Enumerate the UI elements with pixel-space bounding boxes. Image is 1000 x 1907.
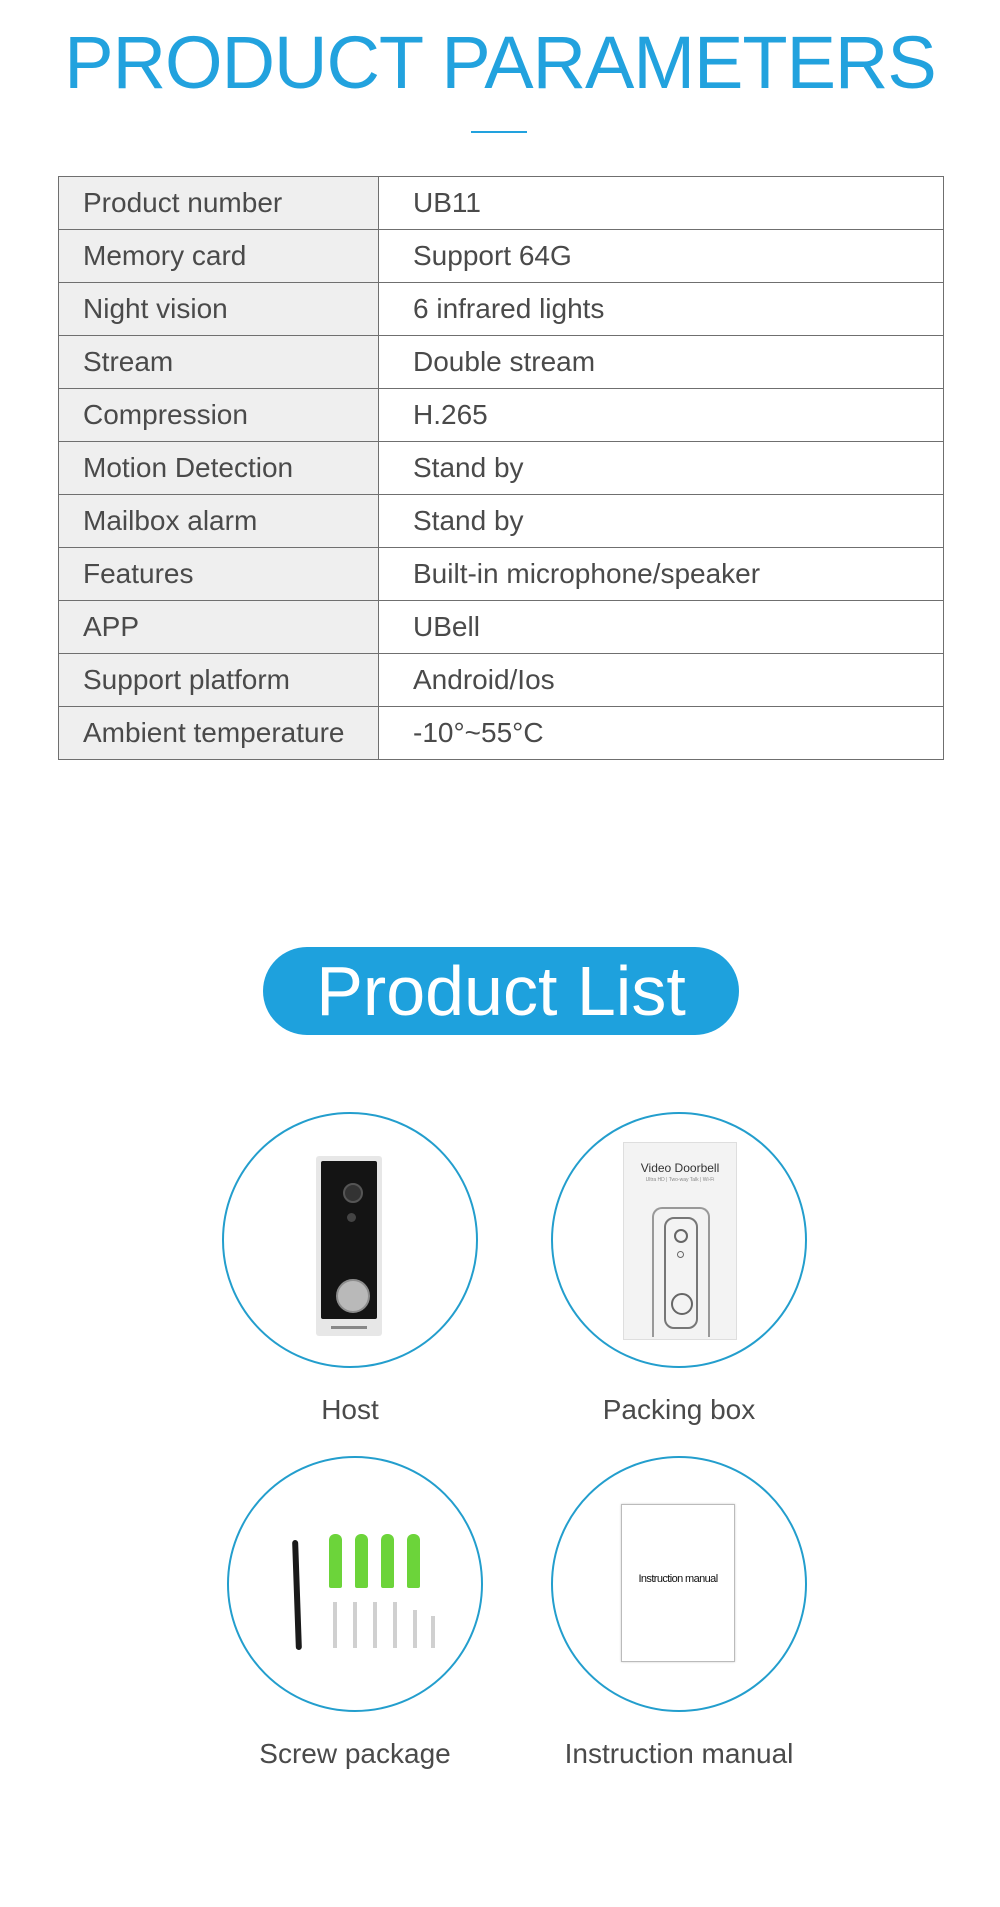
table-row bbox=[59, 177, 944, 230]
param-value: H.265 bbox=[379, 389, 944, 442]
param-key: Compression bbox=[59, 389, 379, 442]
parameters-table bbox=[58, 176, 944, 760]
product-image-circle bbox=[227, 1456, 483, 1712]
table-row bbox=[59, 442, 944, 495]
table-row bbox=[59, 283, 944, 336]
param-key: Night vision bbox=[59, 283, 379, 336]
param-value: 6 infrared lights bbox=[379, 283, 944, 336]
product-image-circle bbox=[222, 1112, 478, 1368]
instruction-manual-icon bbox=[621, 1504, 735, 1662]
page-title: PRODUCT PARAMETERS bbox=[64, 21, 936, 104]
product-image-circle bbox=[551, 1456, 807, 1712]
title-underline bbox=[471, 131, 527, 133]
param-key: Mailbox alarm bbox=[59, 495, 379, 548]
box-title: Video Doorbell bbox=[640, 1161, 720, 1175]
product-item-packing-box bbox=[509, 1112, 849, 1426]
doorbell-icon bbox=[316, 1156, 382, 1336]
param-value: -10°~55°C bbox=[379, 707, 944, 760]
param-key: Motion Detection bbox=[59, 442, 379, 495]
table-row bbox=[59, 495, 944, 548]
product-list-heading: Product List bbox=[263, 947, 739, 1035]
product-image-circle bbox=[551, 1112, 807, 1368]
param-value: Stand by bbox=[379, 442, 944, 495]
box-subtitle: Ultra HD | Two-way Talk | Wi-Fi bbox=[645, 1177, 715, 1183]
product-label: Instruction manual bbox=[564, 1738, 794, 1769]
param-value: Android/Ios bbox=[379, 654, 944, 707]
param-value: Double stream bbox=[379, 336, 944, 389]
product-label: Screw package bbox=[259, 1738, 451, 1769]
param-key: APP bbox=[59, 601, 379, 654]
product-item-instruction-manual bbox=[509, 1456, 849, 1770]
param-value: Support 64G bbox=[379, 230, 944, 283]
product-label: Host bbox=[321, 1394, 379, 1425]
param-key: Memory card bbox=[59, 230, 379, 283]
product-item-screw-package bbox=[185, 1456, 525, 1770]
table-row bbox=[59, 548, 944, 601]
param-key: Support platform bbox=[59, 654, 379, 707]
param-key: Stream bbox=[59, 336, 379, 389]
param-value: UBell bbox=[379, 601, 944, 654]
table-row bbox=[59, 230, 944, 283]
manual-cover-text: Instruction manual bbox=[638, 1573, 718, 1585]
param-value: Stand by bbox=[379, 495, 944, 548]
table-row bbox=[59, 601, 944, 654]
table-row bbox=[59, 389, 944, 442]
table-row bbox=[59, 707, 944, 760]
param-key: Features bbox=[59, 548, 379, 601]
param-key: Ambient temperature bbox=[59, 707, 379, 760]
product-label: Packing box bbox=[602, 1394, 756, 1425]
param-key: Product number bbox=[59, 177, 379, 230]
table-row bbox=[59, 336, 944, 389]
table-row bbox=[59, 654, 944, 707]
param-value: Built-in microphone/speaker bbox=[379, 548, 944, 601]
param-value: UB11 bbox=[379, 177, 944, 230]
product-item-host bbox=[180, 1112, 520, 1426]
packing-box-icon bbox=[623, 1142, 737, 1340]
